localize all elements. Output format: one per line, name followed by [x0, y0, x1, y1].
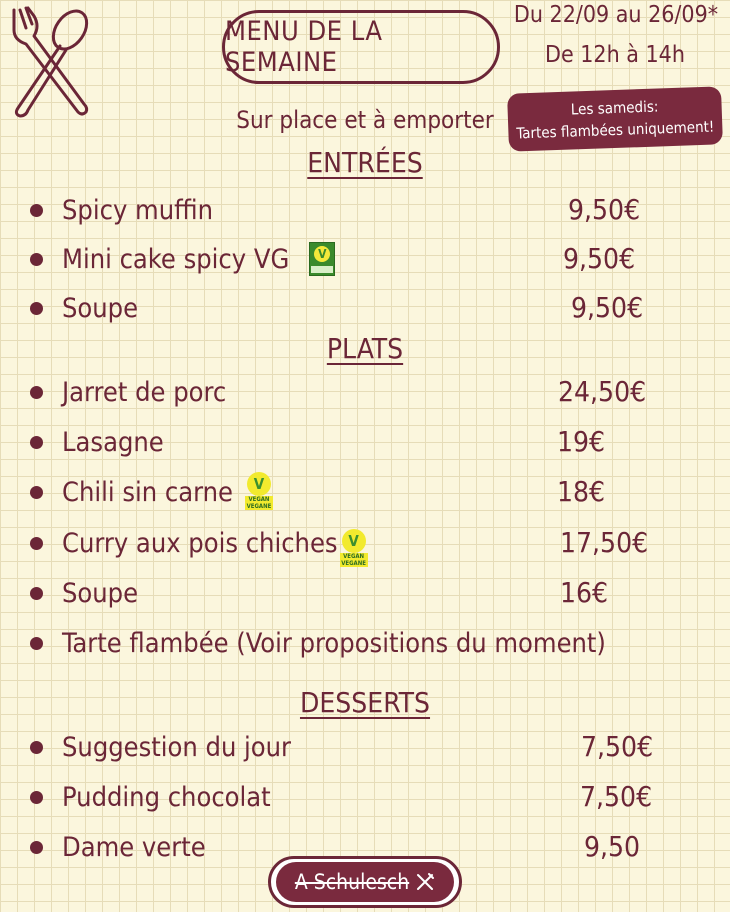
section-title-desserts: DESSERTS: [299, 686, 431, 719]
section-title-entrees: ENTRÉES: [307, 146, 423, 179]
item-name: Chili sin carne: [62, 476, 233, 508]
saturday-line-1: Les samedis:: [570, 97, 659, 119]
list-item: [30, 372, 226, 412]
vegane-label-text: VEGANE: [341, 560, 366, 567]
vegan-label-text: VEGAN: [343, 553, 365, 560]
cutlery-icon: [415, 872, 435, 892]
list-item: [30, 573, 138, 613]
bullet-icon: [30, 204, 43, 217]
vegetarian-label-icon: V: [309, 242, 335, 276]
list-item: [30, 827, 206, 867]
title-text: MENU DE LA SEMAINE: [225, 16, 383, 78]
bullet-icon: [30, 486, 43, 499]
list-item: [30, 727, 291, 767]
vegane-label-text: VEGANE: [246, 503, 272, 510]
bullet-icon: [30, 386, 43, 399]
bullet-icon: [30, 587, 43, 600]
item-price: 9,50€: [563, 242, 636, 275]
item-name: Pudding chocolat: [62, 781, 271, 813]
item-price: 24,50€: [558, 375, 647, 408]
item-name: Suggestion du jour: [62, 731, 292, 763]
item-price: 19€: [557, 425, 606, 458]
item-price: 16€: [560, 576, 609, 609]
brand-logo-inner: [276, 862, 454, 902]
vegan-label-icon: V VEGAN VEGANE: [340, 529, 368, 569]
saturday-badge: [507, 86, 723, 151]
section-title-plats: PLATS: [326, 332, 404, 365]
item-price: 7,50€: [580, 780, 653, 813]
brand-name: A Schulesch: [294, 870, 410, 894]
bullet-icon: [30, 791, 43, 804]
item-name: Soupe: [62, 577, 139, 609]
item-price: 7,50€: [581, 730, 654, 763]
item-price: 9,50: [584, 830, 641, 863]
bullet-icon: [30, 302, 43, 315]
vegan-label-icon: V VEGAN VEGANE: [245, 472, 273, 512]
bullet-icon: [30, 253, 43, 266]
list-item: [30, 472, 273, 512]
service-subtitle: Sur place et à emporter: [236, 106, 494, 134]
item-price: 9,50€: [571, 291, 644, 324]
list-item: [30, 288, 138, 328]
list-item: [30, 777, 271, 817]
bullet-icon: [30, 841, 43, 854]
list-item: [30, 523, 368, 567]
page-title: [222, 10, 500, 84]
brand-logo: [268, 856, 462, 908]
fork-spoon-icon: [4, 4, 94, 120]
item-price: 17,50€: [560, 526, 649, 559]
item-name: Dame verte: [62, 831, 206, 863]
list-item: [30, 422, 164, 462]
date-range: Du 22/09 au 26/09*: [513, 2, 719, 28]
item-name: Mini cake spicy VG: [62, 243, 290, 275]
list-item: [30, 190, 213, 230]
item-price: 9,50€: [568, 193, 641, 226]
saturday-line-2: Tartes flambées uniquement!: [516, 117, 715, 143]
bullet-icon: [30, 741, 43, 754]
list-item: [30, 623, 606, 663]
item-name: Lasagne: [62, 426, 164, 458]
item-name: Jarret de porc: [62, 376, 227, 408]
item-name: Spicy muffin: [62, 194, 213, 226]
item-name: Soupe: [62, 292, 139, 324]
bullet-icon: [30, 537, 43, 550]
list-item: [30, 239, 335, 279]
vegan-label-text: VEGAN: [248, 496, 270, 503]
item-price: 18€: [557, 475, 606, 508]
bullet-icon: [30, 436, 43, 449]
item-name: Tarte flambée (Voir propositions du moment): [62, 627, 606, 659]
item-name: Curry aux pois chiches: [62, 527, 338, 559]
opening-hours: De 12h à 14h: [545, 42, 685, 68]
bullet-icon: [30, 637, 43, 650]
